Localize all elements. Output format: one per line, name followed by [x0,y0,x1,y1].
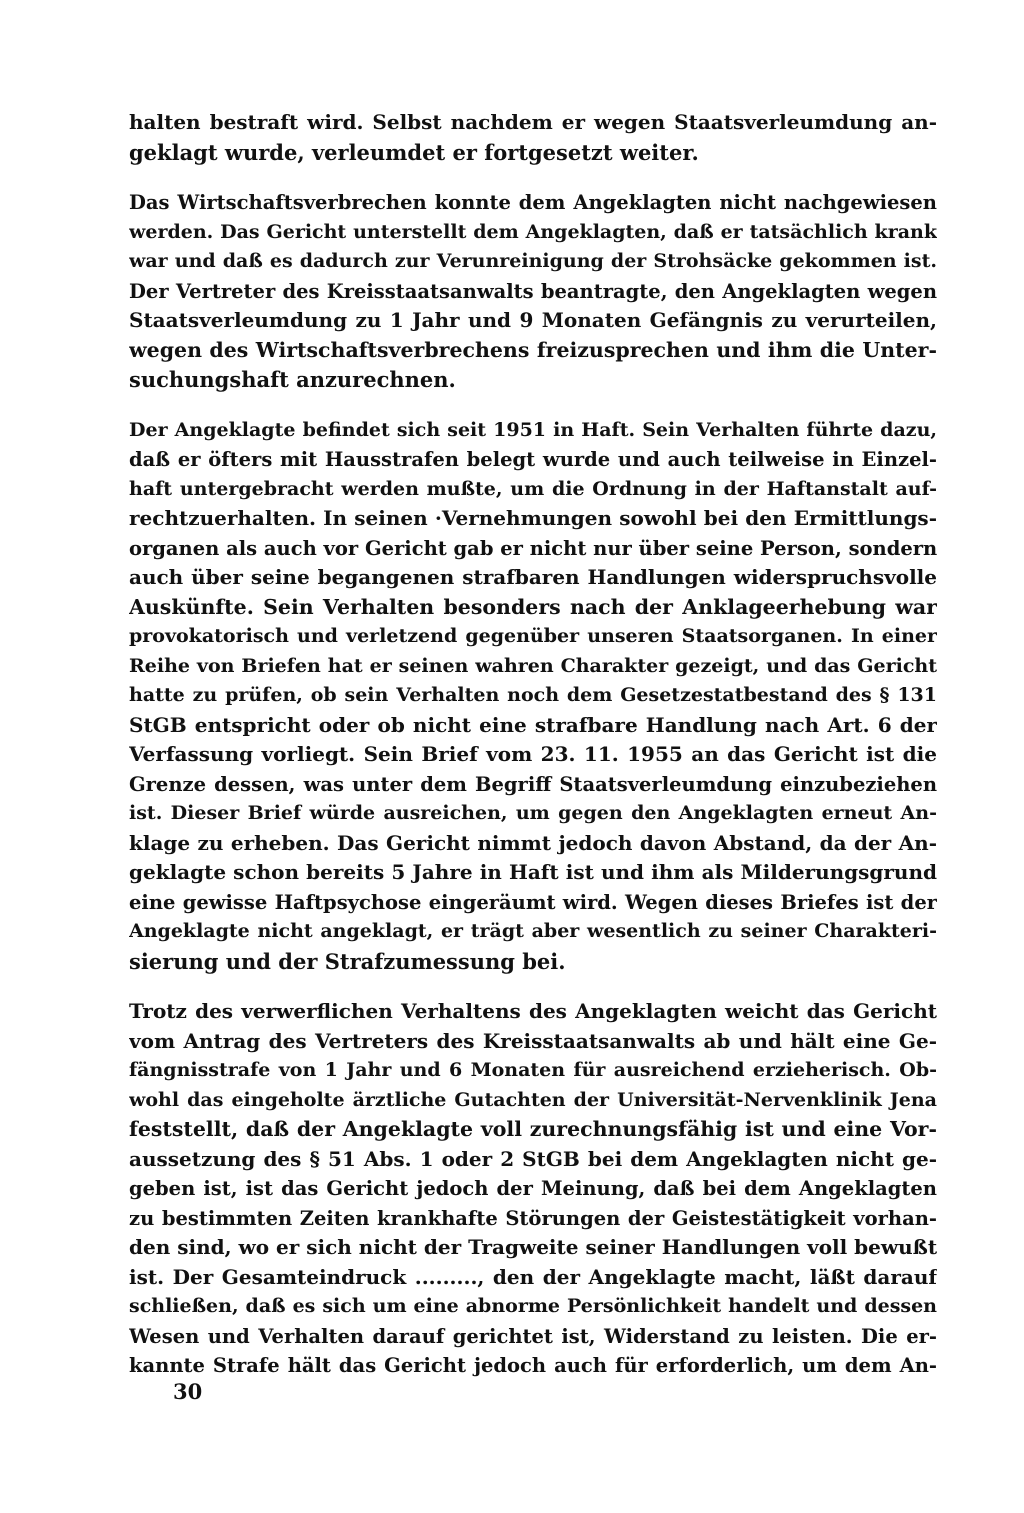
paragraph [129,188,937,395]
text-line: fängnisstrafe von 1 Jahr und 6 Monaten für ausreichend erzieherisch. Ob- [129,1059,937,1081]
text-line: sierung und der Strafzumessung bei. [129,948,566,974]
text-line: geklagte schon bereits 5 Jahre in Haft ist und ihm als Milderungsgrund [129,860,937,884]
text-line: klage zu erheben. Das Gericht nimmt jedoch davon Abstand, da der An- [129,830,937,855]
text-line: organen als auch vor Gericht gab er nicht nur über seine Person, sondern [129,536,937,560]
text-line: daß er öfters mit Hausstrafen belegt wurde und auch teilweise in Einzel- [129,448,937,471]
text-line: Reihe von Briefen hat er seinen wahren Charakter gezeigt, und das Gericht [129,654,937,677]
text-line: StGB entspricht oder ob nicht eine strafbare Handlung nach Art. 6 der [129,712,937,737]
body-text [129,108,937,1402]
text-line: wohl das eingeholte ärztliche Gutachten der Universität-Nervenklinik Jena [129,1088,937,1111]
text-line: den sind, wo er sich nicht der Tragweite seiner Handlungen voll bewußt [129,1235,937,1259]
text-line: werden. Das Gericht unterstellt dem Angeklagten, daß er tatsächlich krank [129,220,937,243]
text-line: zu bestimmten Zeiten krankhafte Störungen der Geistestätigkeit vorhan- [129,1206,937,1230]
text-line: Der Angeklagte befindet sich seit 1951 in Haft. Sein Verhalten führte dazu, [129,418,937,441]
page-number: 30 [173,1379,203,1404]
text-line: ist. Dieser Brief würde ausreichen, um gegen den Angeklagten erneut An- [129,802,937,824]
text-line: eine gewisse Haftpsychose eingeräumt wird. Wegen dieses Briefes ist der [129,890,937,914]
text-line: halten bestraft wird. Selbst nachdem er wegen Staatsverleumdung an- [129,110,937,134]
text-line: wegen des Wirtschaftsverbrechens freizusprechen und ihm die Unter- [129,337,937,362]
text-line: provokatorisch und verletzend gegenüber unseren Staatsorganen. In einer [129,625,937,647]
text-line: Auskünfte. Sein Verhalten besonders nach der Anklageerhebung war [129,594,937,619]
text-line: Das Wirtschaftsverbrechen konnte dem Angeklagten nicht nachgewiesen [129,191,937,214]
text-line: vom Antrag des Vertreters des Kreisstaatsanwalts ab und hält eine Ge- [129,1028,937,1053]
text-line: hatte zu prüfen, ob sein Verhalten noch dem Gesetzestatbestand des § 131 [129,684,937,706]
text-line: rechtzuerhalten. In seinen ·Vernehmungen sowohl bei den Ermittlungs- [129,506,937,530]
paragraph [129,108,937,167]
text-line: geklagt wurde, verleumdet er fortgesetzt weiter. [129,139,699,165]
text-line: auch über seine begangenen strafbaren Handlungen widerspruchsvolle [129,565,937,589]
text-line: aussetzung des § 51 Abs. 1 oder 2 StGB bei dem Angeklagten nicht ge- [129,1146,937,1171]
text-line: Trotz des verwerflichen Verhaltens des Angeklagten weicht das Gericht [129,999,937,1023]
text-line: feststellt, daß der Angeklagte voll zurechnungsfähig ist und eine Vor- [129,1117,937,1141]
text-line: Angeklagte nicht angeklagt, er trägt aber wesentlich zu seiner Charakteri- [129,920,937,942]
text-line: war und daß es dadurch zur Verunreinigung der Strohsäcke gekommen ist. [129,250,937,272]
paragraph [129,997,937,1381]
text-line: Grenze dessen, was unter dem Begriff Staatsverleumdung einzubeziehen [129,772,937,796]
text-line: Staatsverleumdung zu 1 Jahr und 9 Monaten Gefängnis zu verurteilen, [129,308,937,332]
text-line: schließen, daß es sich um eine abnorme Persönlichkeit handelt und dessen [129,1295,937,1317]
text-line: suchungshaft anzurechnen. [129,367,456,392]
text-line: Wesen und Verhalten darauf gerichtet ist, Widerstand zu leisten. Die er- [129,1324,937,1348]
text-line: haft untergebracht werden mußte, um die Ordnung in der Haftanstalt auf- [129,477,937,500]
text-line: ist. Der Gesamteindruck ........., den der Angeklagte macht, läßt darauf [129,1264,937,1289]
text-line: geben ist, ist das Gericht jedoch der Meinung, daß bei dem Angeklagten [129,1177,937,1200]
text-line: Verfassung vorliegt. Sein Brief vom 23. 11. 1955 an das Gericht ist die [129,742,937,766]
paragraph [129,416,937,977]
text-line: kannte Strafe hält das Gericht jedoch auch für erforderlich, um dem An- [129,1354,937,1377]
text-line: Der Vertreter des Kreisstaatsanwalts beantragte, den Angeklagten wegen [129,279,937,303]
